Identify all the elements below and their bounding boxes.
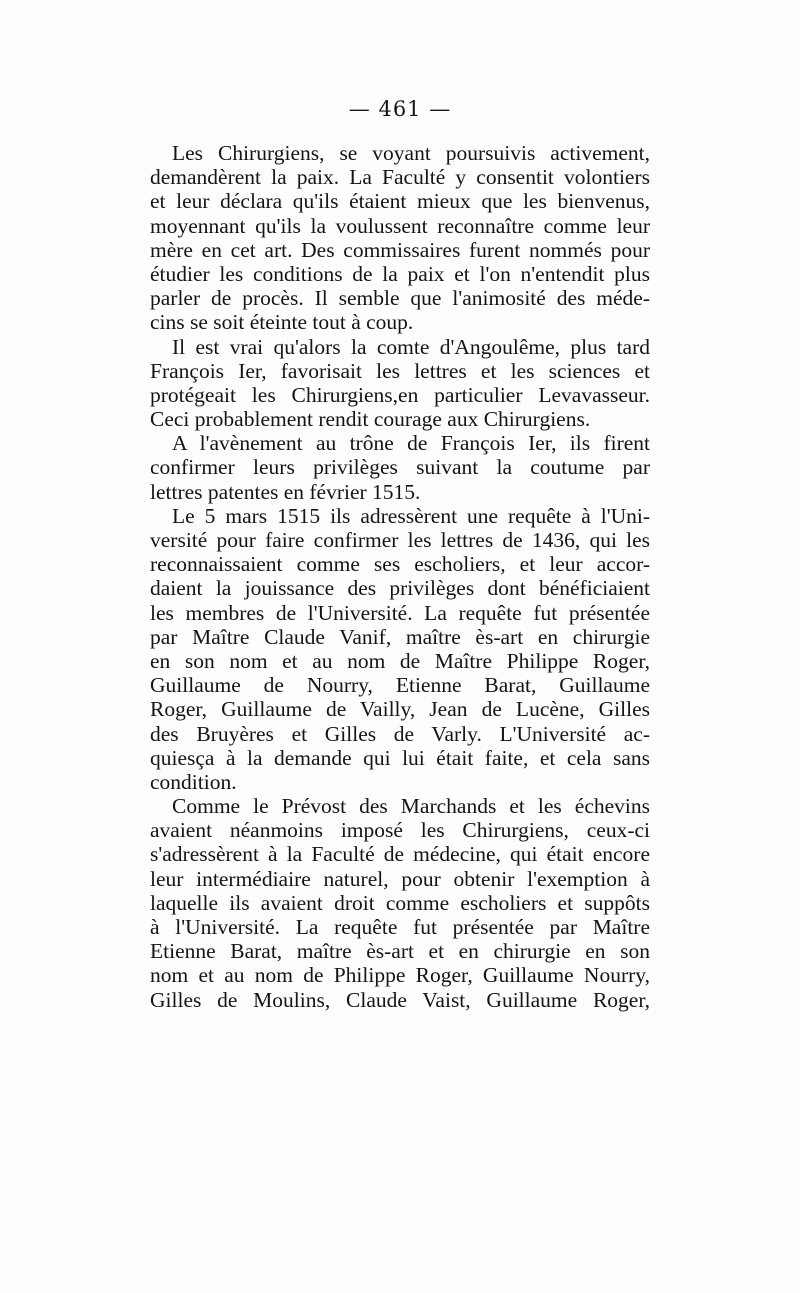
- text-line: Le 5 mars 1515 ils adressèrent une requête à l'Uni-: [172, 503, 650, 528]
- text-line: confirmer leurs privilèges suivant la coutume par: [150, 455, 650, 480]
- text-line: et leur déclara qu'ils étaient mieux que les bienvenus,: [150, 189, 650, 214]
- text-line: demandèrent la paix. La Faculté y consentit volontiers: [150, 165, 650, 190]
- page-number: — 461 —: [348, 97, 452, 121]
- text-line: étudier les conditions de la paix et l'on n'entendit plus: [150, 261, 650, 286]
- text-line: François Ier, favorisait les lettres et les sciences et: [150, 358, 650, 383]
- text-line: cins se soit éteinte tout à coup.: [150, 310, 414, 335]
- text-line: lettres patentes en février 1515.: [150, 479, 421, 504]
- text-line: Il est vrai qu'alors la comte d'Angoulême, plus tard: [172, 334, 650, 359]
- text-line: reconnaissaient comme ses escholiers, et leur accor-: [150, 552, 650, 577]
- text-line: mère en cet art. Des commissaires furent nommés pour: [150, 237, 650, 262]
- text-line: A l'avènement au trône de François Ier, ils firent: [172, 431, 650, 456]
- text-line: à l'Université. La requête fut présentée par Maître: [150, 915, 650, 939]
- paragraph-1: [150, 141, 650, 335]
- text-line: Roger, Guillaume de Vailly, Jean de Lucène, Gilles: [150, 697, 650, 722]
- text-line: Guillaume de Nourry, Etienne Barat, Guillaume: [150, 673, 650, 698]
- body-text: [150, 141, 650, 1012]
- text-line: Ceci probablement rendit courage aux Chirurgiens.: [150, 407, 591, 432]
- text-line: Etienne Barat, maître ès-art et en chirurgie en son: [150, 939, 650, 964]
- paragraph-5: [150, 794, 650, 1012]
- text-line: en son nom et au nom de Maître Philippe Roger,: [150, 648, 650, 673]
- text-line: laquelle ils avaient droit comme escholiers et suppôts: [150, 890, 650, 915]
- text-line: condition.: [150, 769, 237, 794]
- text-line: protégeait les Chirurgiens,en particulier Levavasseur.: [150, 382, 650, 407]
- text-line: Les Chirurgiens, se voyant poursuivis activement,: [172, 141, 650, 165]
- text-line: versité pour faire confirmer les lettres de 1436, qui les: [150, 528, 650, 552]
- text-line: moyennant qu'ils la voulussent reconnaître comme leur: [150, 213, 650, 238]
- text-line: daient la jouissance des privilèges dont bénéficiaient: [150, 576, 650, 601]
- paragraph-2: [150, 335, 650, 432]
- text-line: les membres de l'Université. La requête fut présentée: [150, 600, 650, 625]
- text-line: leur intermédiaire naturel, pour obtenir l'exemption à: [150, 866, 650, 891]
- text-line: Gilles de Moulins, Claude Vaist, Guillaume Roger,: [150, 987, 650, 1012]
- paragraph-4: [150, 504, 650, 794]
- text-line: parler de procès. Il semble que l'animosité des méde-: [150, 286, 650, 311]
- text-line: nom et au nom de Philippe Roger, Guillaume Nourry,: [150, 963, 650, 988]
- text-line: s'adressèrent à la Faculté de médecine, qui était encore: [150, 842, 650, 867]
- text-line: Comme le Prévost des Marchands et les échevins: [172, 794, 650, 819]
- text-line: avaient néanmoins imposé les Chirurgiens, ceux-ci: [150, 818, 650, 843]
- text-line: par Maître Claude Vanif, maître ès-art en chirurgie: [150, 624, 650, 649]
- text-line: des Bruyères et Gilles de Varly. L'Université ac-: [150, 721, 650, 746]
- text-line: quiesça à la demande qui lui était faite, et cela sans: [150, 745, 650, 770]
- paragraph-3: [150, 431, 650, 504]
